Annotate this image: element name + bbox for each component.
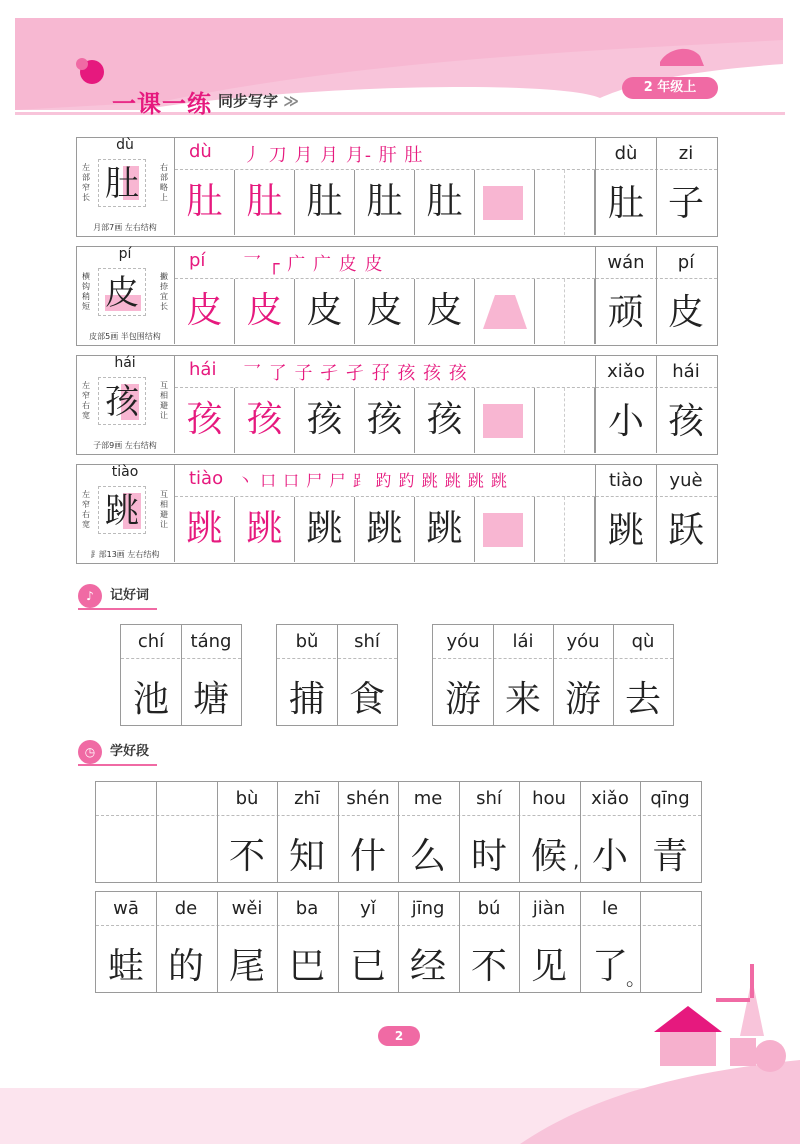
- para-pinyin: yǐ: [360, 898, 376, 919]
- practice-cell: 肚: [295, 170, 355, 235]
- para-char: 小: [591, 836, 628, 877]
- word-pinyin: yóu: [446, 631, 480, 652]
- word-char: 塘: [192, 679, 229, 720]
- stroke-order: [175, 464, 595, 497]
- word-pinyin: wán: [607, 252, 645, 273]
- blank-cell: [535, 497, 595, 562]
- para-char: 见: [530, 946, 567, 987]
- word-pinyin: shí: [354, 631, 380, 652]
- radical-strokes: 子部9画 左右结构: [93, 441, 157, 450]
- para-pinyin: qīng: [650, 788, 690, 809]
- stroke-sequence: 乛 ┌ 广 广 皮 皮: [243, 254, 384, 275]
- para-pinyin: wā: [113, 898, 139, 919]
- char-info-box: [76, 464, 175, 562]
- stroke-order: [175, 137, 595, 170]
- word-pinyin: lái: [512, 631, 534, 652]
- char-pinyin: dù: [116, 137, 134, 153]
- page-number: 2: [378, 1026, 420, 1046]
- practice-cell: 跳: [355, 497, 415, 562]
- stroke-order: [175, 246, 595, 279]
- para-char: 的: [167, 946, 204, 987]
- word-char: 跃: [667, 510, 704, 551]
- left-note: 左窄右宽: [82, 381, 90, 420]
- para-char: 候: [530, 836, 567, 877]
- para-char: 经: [409, 946, 446, 987]
- word-card: [276, 624, 398, 726]
- char-practice-row: [76, 464, 718, 564]
- para-pinyin: me: [413, 788, 443, 809]
- word-card: [120, 624, 242, 726]
- radical-strokes: ⻊部13画 左右结构: [90, 550, 160, 559]
- model-char: 皮: [98, 268, 146, 316]
- char-pinyin: tiào: [111, 464, 139, 480]
- word-pinyin: tiào: [608, 470, 644, 491]
- practice-cell: 跳: [235, 497, 295, 562]
- char-info-box: [76, 137, 175, 235]
- para-char: 不: [228, 836, 265, 877]
- para-pinyin: shí: [476, 788, 502, 809]
- practice-cell: 跳: [415, 497, 475, 562]
- char-practice-row: [76, 246, 718, 346]
- para-char: 什: [349, 836, 386, 877]
- word-pinyin: zi: [678, 143, 694, 164]
- para-char: 不: [470, 946, 507, 987]
- word-pinyin: hái: [672, 361, 700, 382]
- blank-cell: [535, 170, 595, 235]
- char-info-box: [76, 246, 175, 344]
- practice-cell: 孩: [415, 388, 475, 453]
- right-note: 互相避让: [160, 381, 168, 420]
- right-note: 右部略上: [160, 163, 168, 202]
- word-char: 小: [607, 401, 644, 442]
- practice-cell: 跳: [175, 497, 235, 562]
- char-practice-row: [76, 355, 718, 455]
- word-char: 皮: [667, 292, 704, 333]
- word-char: 去: [624, 679, 661, 720]
- left-note: 左窄右宽: [82, 490, 90, 529]
- word-char: 池: [132, 679, 169, 720]
- para-char: 知: [288, 836, 325, 877]
- tracing-cell: [475, 170, 535, 235]
- word-box: [595, 355, 717, 453]
- model-char: 跳: [98, 486, 146, 534]
- word-pinyin: xiǎo: [607, 361, 645, 382]
- word-char: 肚: [607, 183, 644, 224]
- practice-cell: 孩: [235, 388, 295, 453]
- practice-cells: [175, 170, 595, 235]
- para-pinyin: xiǎo: [591, 788, 629, 809]
- word-box: [595, 137, 717, 235]
- section-title-words: ♪ 记好词: [78, 584, 157, 610]
- series-title: 一课一练: [112, 89, 212, 118]
- model-char: 肚: [98, 159, 146, 207]
- para-pinyin: ba: [295, 898, 319, 919]
- paragraph-line-1: [95, 781, 702, 883]
- radical-strokes: 皮部5画 半包围结构: [89, 332, 161, 341]
- section-title-paragraph: ◷ 学好段: [78, 740, 157, 766]
- bell-icon: ♪: [78, 584, 102, 608]
- stroke-sequence: 丿 刀 月 月 月- 肝 肚: [243, 145, 424, 166]
- left-note: 横钩稍短: [82, 272, 90, 311]
- section-subtitle: 同步写字 ≫: [218, 92, 299, 110]
- right-note: 互相避让: [160, 490, 168, 529]
- practice-cell: 肚: [355, 170, 415, 235]
- para-pinyin: wěi: [231, 898, 263, 919]
- right-note: 撇捺宜长: [160, 272, 168, 311]
- word-char: 孩: [667, 401, 704, 442]
- para-char: 青: [651, 836, 688, 877]
- word-pinyin: chí: [137, 631, 165, 652]
- char-pinyin: hái: [114, 355, 136, 371]
- char-info-box: [76, 355, 175, 453]
- period: 。: [626, 966, 646, 990]
- tracing-cell: [475, 388, 535, 453]
- para-char: 巴: [288, 946, 325, 987]
- stroke-pinyin: tiào: [189, 468, 224, 489]
- para-pinyin: hou: [532, 788, 566, 809]
- comma: ,: [573, 848, 580, 872]
- tracing-cell: [475, 279, 535, 344]
- word-pinyin: pí: [677, 252, 695, 273]
- grade-badge: 2 年级上: [622, 77, 718, 99]
- word-pinyin: qù: [631, 631, 655, 652]
- footer-decoration: [0, 960, 800, 1144]
- practice-cell: 孩: [355, 388, 415, 453]
- word-box: [595, 464, 717, 562]
- practice-cells: [175, 497, 595, 562]
- para-pinyin: zhī: [294, 788, 320, 809]
- word-box: [595, 246, 717, 344]
- stroke-sequence: 乛 了 子 孑 孑 孖 孩 孩 孩: [243, 363, 468, 384]
- word-char: 捕: [288, 679, 325, 720]
- practice-cell: 皮: [295, 279, 355, 344]
- practice-cell: 肚: [415, 170, 475, 235]
- word-pinyin: táng: [190, 631, 232, 652]
- word-pinyin: dù: [614, 143, 638, 164]
- radical-strokes: 月部7画 左右结构: [93, 223, 157, 232]
- word-char: 游: [564, 679, 601, 720]
- stroke-sequence: 丶 口 口 尸 尸 ⻊ 趵 趵 跳 跳 跳 跳: [237, 471, 508, 490]
- para-pinyin: bù: [235, 788, 259, 809]
- practice-cell: 孩: [175, 388, 235, 453]
- blank-cell: [535, 279, 595, 344]
- para-pinyin: le: [601, 898, 619, 919]
- practice-cells: [175, 388, 595, 453]
- practice-cell: 皮: [175, 279, 235, 344]
- para-pinyin: de: [174, 898, 198, 919]
- word-char: 顽: [607, 292, 644, 333]
- para-pinyin: shén: [346, 788, 390, 809]
- char-pinyin: pí: [118, 246, 132, 262]
- practice-cell: 孩: [295, 388, 355, 453]
- para-char: 尾: [228, 946, 265, 987]
- blank-cell: [535, 388, 595, 453]
- word-char: 游: [444, 679, 481, 720]
- para-char: 么: [409, 836, 446, 877]
- para-pinyin: bú: [477, 898, 501, 919]
- para-pinyin: jīng: [411, 898, 445, 919]
- model-char: 孩: [98, 377, 146, 425]
- word-char: 跳: [607, 510, 644, 551]
- stroke-pinyin: dù: [189, 141, 212, 162]
- para-char: 了: [591, 946, 628, 987]
- para-char: 时: [470, 836, 507, 877]
- practice-cell: 皮: [355, 279, 415, 344]
- left-note: 左部窄长: [82, 163, 90, 202]
- word-pinyin: bǔ: [295, 631, 319, 652]
- word-char: 子: [667, 183, 704, 224]
- char-practice-row: [76, 137, 718, 237]
- para-char: 蛙: [107, 946, 144, 987]
- tracing-cell: [475, 497, 535, 562]
- stroke-pinyin: pí: [189, 250, 206, 271]
- clock-icon: ◷: [78, 740, 102, 764]
- stroke-order: [175, 355, 595, 388]
- para-pinyin: jiàn: [532, 898, 566, 919]
- practice-cell: 肚: [235, 170, 295, 235]
- practice-cell: 跳: [295, 497, 355, 562]
- word-card: [432, 624, 674, 726]
- practice-cell: 肚: [175, 170, 235, 235]
- practice-cell: 皮: [415, 279, 475, 344]
- word-pinyin: yuè: [669, 470, 703, 491]
- word-pinyin: yóu: [566, 631, 600, 652]
- word-char: 来: [504, 679, 541, 720]
- practice-cell: 皮: [235, 279, 295, 344]
- para-char: 已: [349, 946, 386, 987]
- stroke-pinyin: hái: [189, 359, 217, 380]
- practice-cells: [175, 279, 595, 344]
- word-char: 食: [348, 679, 385, 720]
